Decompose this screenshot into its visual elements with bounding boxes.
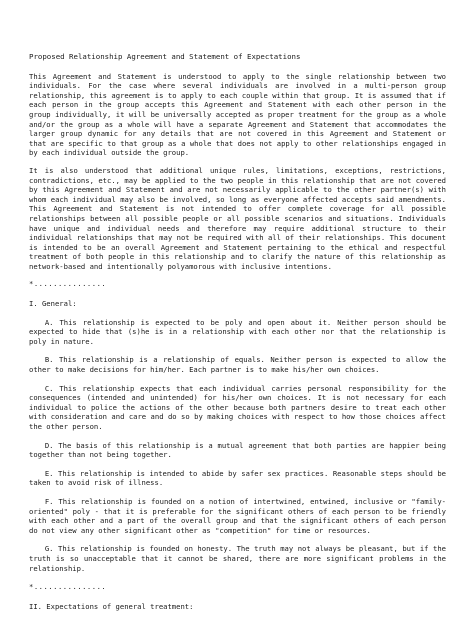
section-heading-general: I. General: xyxy=(29,299,77,309)
general-item-b: B. This relationship is a relationship of equals. Neither person is expected to allow the other to make decisions for him/her. Each partner is to make his/her own choices. xyxy=(29,355,446,375)
general-item-a: A. This relationship is expected to be poly and open about it. Neither person should be expected to hide that (s)he is in a relationship with each other nor that the relationship is poly in nature. xyxy=(29,317,446,346)
general-item-d: D. The basis of this relationship is a mutual agreement that both parties are happier being together than not being together. xyxy=(29,440,446,460)
document-title: Proposed Relationship Agreement and Statement of Expectations xyxy=(29,52,301,61)
general-item-g: G. This relationship is founded on honesty. The truth may not always be pleasant, but if the truth is so unacceptable that it cannot be shared, there are more significant problems in the relationship. xyxy=(29,544,446,573)
intro-paragraph-1: This Agreement and Statement is understood to apply to the single relationship between two individuals. For the case where several individuals are involved in a multi-person group relationship, this agreement is to apply to each couple within that group. It is assumed that if each person in the group accepts this Agreement and Statement with each other person in the group individually, it will be universally accepted as proper treatment for the group as a whole and/or the group as a whole will have a separate Agreement and Statement that accommodates the larger group dynamic for any details that are not covered in this Agreement and Statement or that are specific to that group as a whole that does not apply to other relationships engaged in by each individual outside the group. xyxy=(29,71,446,158)
section-heading-expectations: II. Expectations of general treatment: xyxy=(29,601,194,611)
general-item-f: F. This relationship is founded on a notion of intertwined, entwined, inclusive or "family-oriented" poly - that it is preferable for the significant others of each person to be friendly with each other and a part of the overall group and that the significant others of each person do not view any other significant other as "competition" for time or resources. xyxy=(29,496,446,535)
section-separator: *............... xyxy=(29,279,107,289)
general-item-e: E. This relationship is intended to abide by safer sex practices. Reasonable steps should be taken to avoid risk of illness. xyxy=(29,468,446,488)
general-item-c: C. This relationship expects that each individual carries personal responsibility for the consequences (intended and unintended) for his/her own choices. It is not necessary for each individual to police the actions of the other because both partners desire to treat each other with consideration and care and do so by making choices with respect to how those choices affect the other person. xyxy=(29,383,446,431)
section-separator: *............... xyxy=(29,582,107,592)
intro-paragraph-2: It is also understood that additional unique rules, limitations, exceptions, restrictions, contradictions, etc., may be applied to the two people in this relationship that are not covered by this Agreement and Statement and are not necessarily applicable to the other partner(s) with whom each individual may also be involved, so long as everyone affected accepts said amendments. This Agreement and Statement is not intended to offer complete coverage for all possible relationships between all possible people or all possible scenarios and situations. Individuals have unique and individual needs and therefore may require additional structure to their individual relationships that may not be required with all of their relationships. This document is intended to be an overall Agreement and Statement pertaining to the ethical and respectful treatment of both people in this relationship and to clarify the nature of this relationship as network-based and intentionally polyamorous with inclusive intentions. xyxy=(29,165,446,271)
